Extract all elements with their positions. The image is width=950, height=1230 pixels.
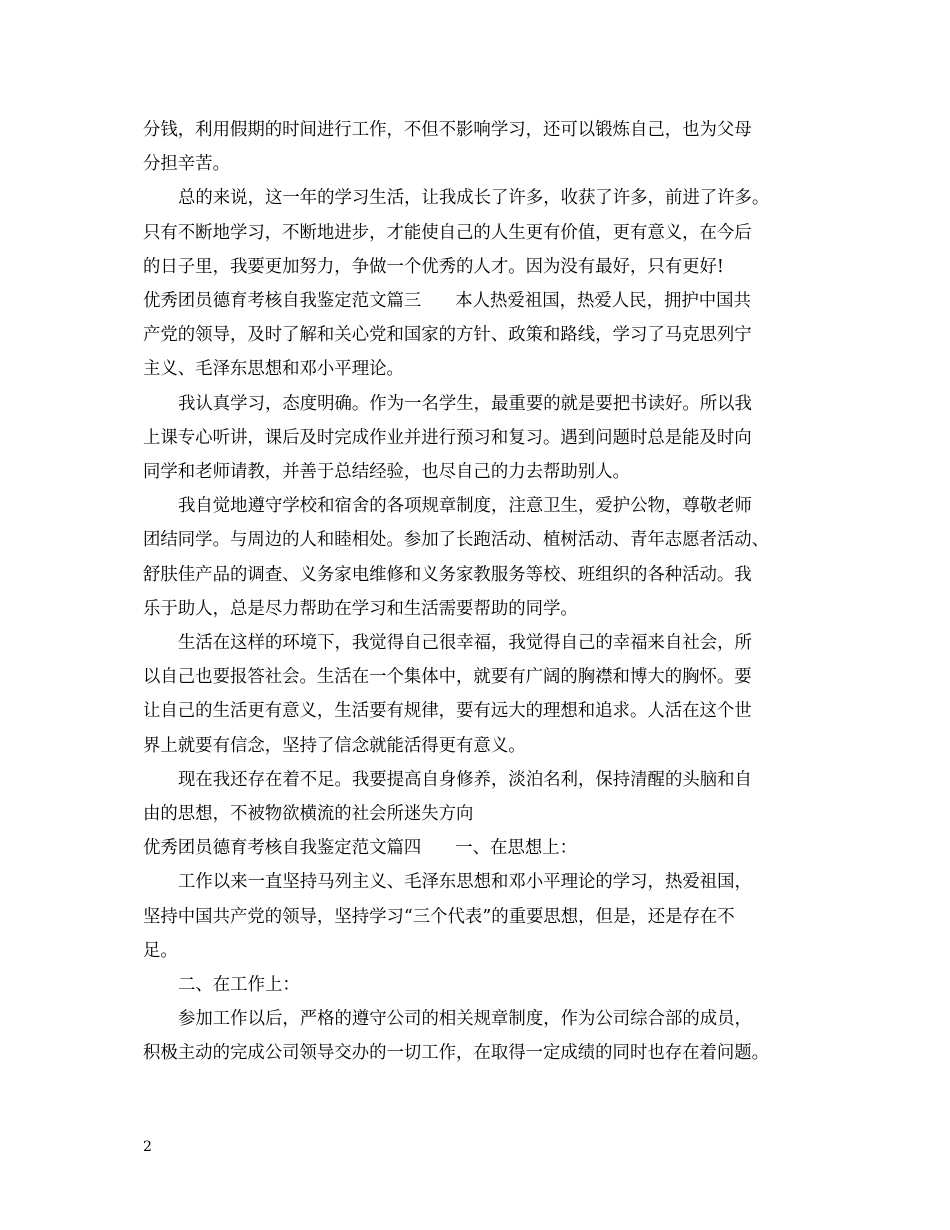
text-line: 我认真学习，态度明确。作为一名学生，最重要的就是要把书读好。所以我 (178, 393, 752, 414)
text-line: 同学和老师请教，并善于总结经验，也尽自己的力去帮助别人。 (143, 462, 630, 483)
page-number: 2 (143, 1139, 152, 1155)
text-line: 产党的领导，及时了解和关心党和国家的方针、政策和路线，学习了马克思列宁 (143, 325, 752, 346)
document-body (143, 113, 815, 1071)
text-line: 团结同学。与周边的人和睦相处。参加了长跑活动、植树活动、青年志愿者活动、 (143, 530, 770, 551)
text-line: 乐于助人，总是尽力帮助在学习和生活需要帮助的同学。 (143, 598, 578, 619)
text-line: 二、在工作上： (178, 975, 300, 996)
text-line: 现在我还存在着不足。我要提高自身修养，淡泊名利，保持清醒的头脑和自 (178, 769, 752, 790)
text-line: 生活在这样的环境下，我觉得自己很幸福，我觉得自己的幸福来自社会，所 (178, 633, 752, 654)
text-line: 一、在思想上： (455, 838, 578, 859)
section-heading-line (143, 831, 815, 865)
text-line: 工作以来一直坚持马列主义、毛泽东思想和邓小平理论的学习，热爱祖国， (178, 872, 752, 893)
text-line: 我自觉地遵守学校和宿舍的各项规章制度，注意卫生，爱护公物，尊敬老师 (178, 496, 752, 517)
text-line: 积极主动的完成公司领导交办的一切工作，在取得一定成绩的同时也存在着问题。 (143, 1043, 770, 1064)
text-line: 以自己也要报答社会。生活在一个集体中，就要有广阔的胸襟和博大的胸怀。要 (143, 667, 752, 688)
section-heading-line (143, 284, 815, 318)
text-line: 让自己的生活更有意义，生活要有规律，要有远大的理想和追求。人活在这个世 (143, 701, 752, 722)
text-line: 总的来说，这一年的学习生活，让我成长了许多，收获了许多，前进了许多。 (178, 188, 770, 209)
text-line: 分担辛苦。 (143, 154, 230, 175)
section-heading: 优秀团员德育考核自我鉴定范文篇三 (143, 291, 422, 312)
text-line: 只有不断地学习，不断地进步，才能使自己的人生更有价值，更有意义，在今后 (143, 222, 752, 243)
text-line: 主义、毛泽东思想和邓小平理论。 (143, 359, 404, 380)
text-line: 参加工作以后，严格的遵守公司的相关规章制度，作为公司综合部的成员， (178, 1009, 752, 1030)
text-line: 本人热爱祖国，热爱人民，拥护中国共 (455, 291, 751, 312)
text-line: 坚持中国共产党的领导，坚持学习“三个代表”的重要思想，但是，还是存在不 (143, 906, 735, 927)
text-line: 由的思想，不被物欲横流的社会所迷失方向 (143, 804, 474, 825)
text-line: 足。 (143, 940, 178, 961)
text-line: 上课专心听讲，课后及时完成作业并进行预习和复习。遇到问题时总是能及时向 (143, 427, 752, 448)
section-heading: 优秀团员德育考核自我鉴定范文篇四 (143, 838, 422, 859)
text-line: 分钱，利用假期的时间进行工作，不但不影响学习，还可以锻炼自己，也为父母 (143, 120, 752, 140)
text-line: 的日子里，我要更加努力，争做一个优秀的人才。因为没有最好，只有更好! (143, 256, 724, 277)
text-line: 舒肤佳产品的调查、义务家电维修和义务家教服务等校、班组织的各种活动。我 (143, 564, 752, 585)
text-line: 界上就要有信念，坚持了信念就能活得更有意义。 (143, 735, 526, 756)
